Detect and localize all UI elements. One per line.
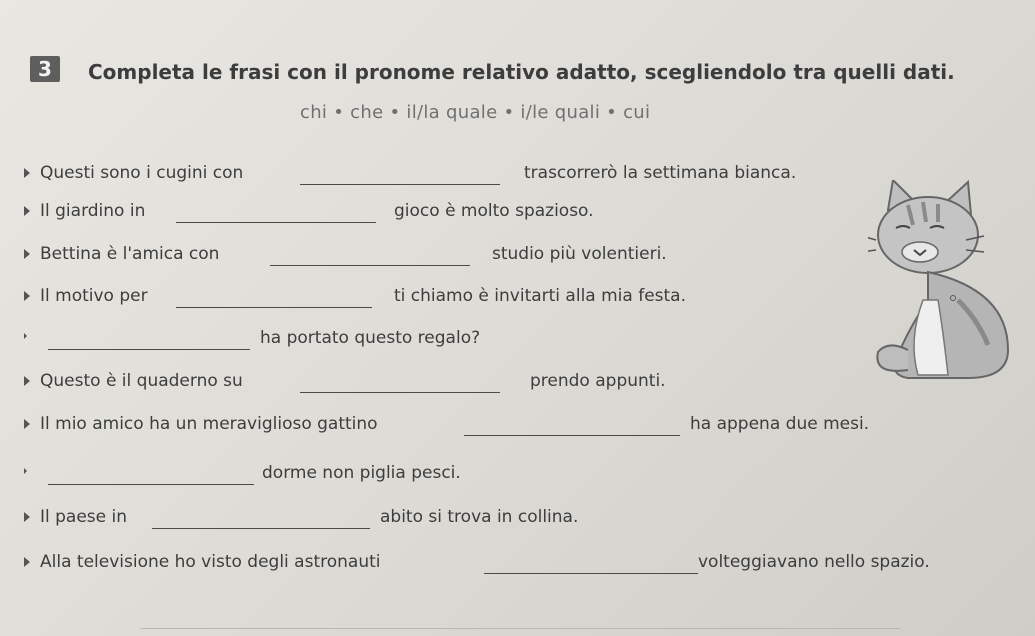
bullet-icon [24,206,30,216]
cat-illustration [868,180,1018,390]
sentence-7-before: Il mio amico ha un meraviglioso gattino [40,414,378,434]
sentence-9-blank[interactable] [152,528,370,529]
bullet-icon [24,557,30,567]
sentence-4 [24,286,784,312]
sentence-1-blank[interactable] [300,184,500,185]
sentence-3-after: studio più volentieri. [492,244,667,264]
sentence-2-before: Il giardino in [40,201,146,221]
sentence-6-blank[interactable] [300,392,500,393]
sentence-7-after: ha appena due mesi. [690,414,870,434]
sentence-3 [24,244,764,270]
sentence-10-blank[interactable] [484,573,698,574]
exercise-instruction: Completa le frasi con il pronome relativo adatto, scegliendolo tra quelli dati. [88,60,955,84]
sentence-5-after: ha portato questo regalo? [260,328,481,348]
sentence-9-before: Il paese in [40,507,128,527]
sentence-3-blank[interactable] [270,265,470,266]
sentence-8 [24,463,544,489]
sentence-10-before: Alla televisione ho visto degli astronauti [40,552,381,572]
bullet-icon [24,291,30,301]
sentence-4-before: Il motivo per [40,286,148,306]
sentence-9-after: abito si trova in collina. [380,507,579,527]
bullet-icon [24,333,27,339]
sentence-6-after: prendo appunti. [530,371,666,391]
sentence-1-before: Questi sono i cugini con [40,163,244,183]
page-bottom-line [140,628,900,629]
bullet-icon [24,419,30,429]
sentence-1 [24,163,904,189]
sentence-7-blank[interactable] [464,435,680,436]
sentence-2-after: gioco è molto spazioso. [394,201,594,221]
sentence-4-blank[interactable] [176,307,372,308]
bullet-icon [24,168,30,178]
sentence-2-blank[interactable] [176,222,376,223]
sentence-6-before: Questo è il quaderno su [40,371,243,391]
bullet-icon [24,376,30,386]
sentence-3-before: Bettina è l'amica con [40,244,220,264]
pronoun-options: chi • che • il/la quale • i/le quali • cui [300,102,651,123]
sentence-8-blank[interactable] [48,484,254,485]
sentence-2 [24,201,724,227]
bullet-icon [24,512,30,522]
sentence-1-after: trascorrerò la settimana bianca. [524,163,797,183]
sentence-7 [24,414,924,440]
sentence-4-after: ti chiamo è invitarti alla mia festa. [394,286,687,306]
bullet-icon [24,249,30,259]
sentence-5-blank[interactable] [48,349,250,350]
bullet-icon [24,468,27,474]
sentence-6 [24,371,704,397]
sentence-9 [24,507,704,533]
sentence-5 [24,328,564,354]
exercise-number: 3 [30,56,60,82]
sentence-10 [24,552,1004,578]
sentence-10-after: volteggiavano nello spazio. [698,552,930,572]
sentence-8-after: dorme non piglia pesci. [262,463,461,483]
